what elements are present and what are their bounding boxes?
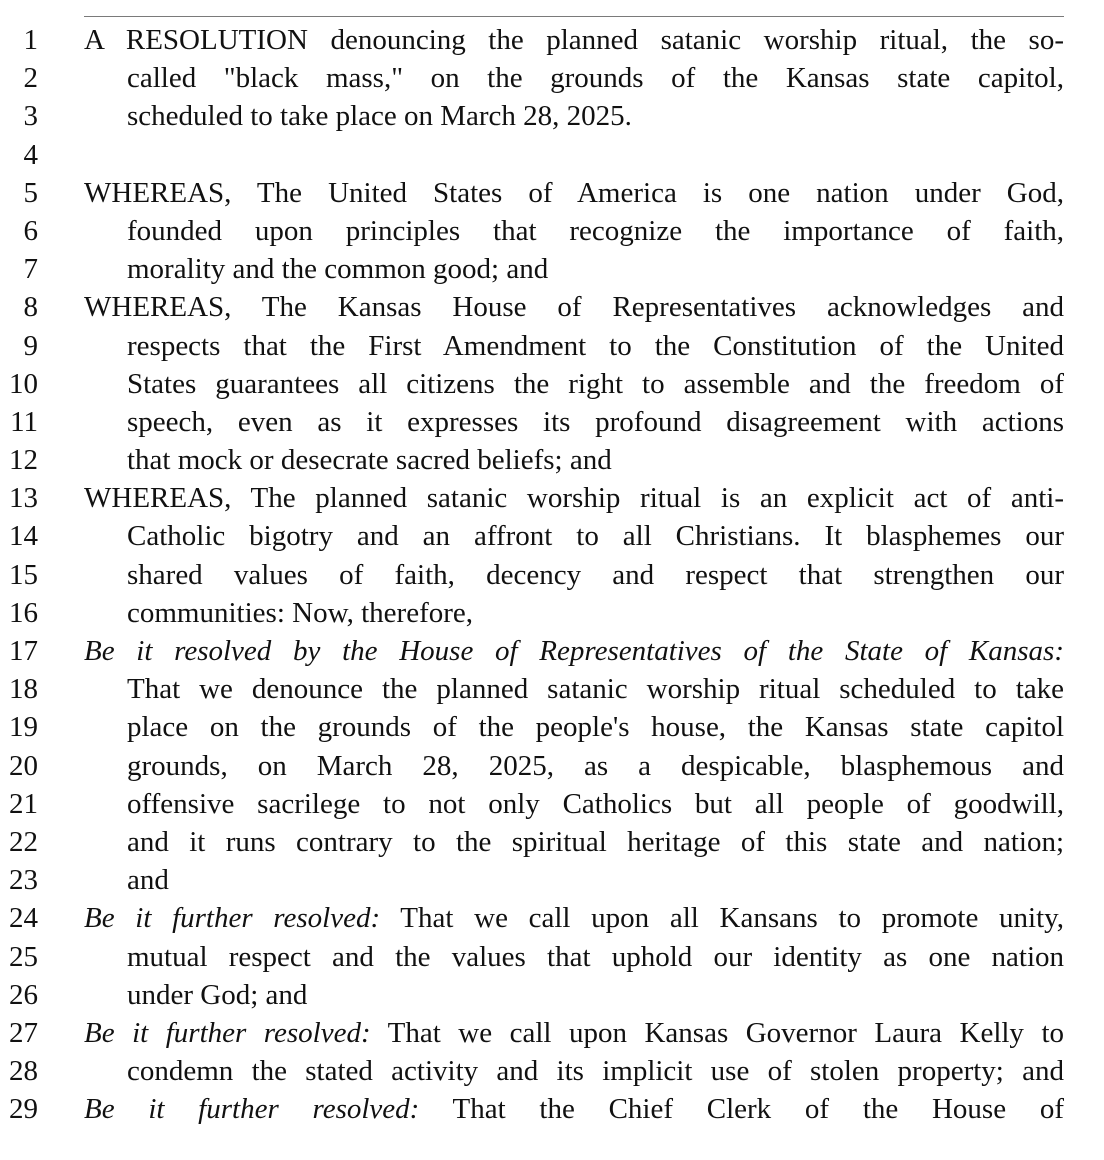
line-number: 7 <box>23 253 38 286</box>
document-line <box>0 556 1104 594</box>
line-number: 12 <box>9 444 38 477</box>
line-text <box>127 403 1064 441</box>
line-number: 18 <box>9 673 38 706</box>
line-body: That we denounce the planned satanic worship ritual scheduled to take <box>127 673 1064 706</box>
document-line <box>0 97 1104 135</box>
line-number: 1 <box>23 24 38 56</box>
line-text <box>84 21 1064 59</box>
italic-phrase: Be it further resolved: <box>84 1093 420 1126</box>
resolution-text-body <box>0 21 1104 1128</box>
document-line <box>0 1014 1104 1052</box>
line-body: WHEREAS, The United States of America is one nation under God, <box>84 176 1064 209</box>
line-number: 9 <box>23 329 38 362</box>
document-line <box>0 708 1104 746</box>
line-text <box>127 250 1064 288</box>
document-line <box>0 59 1104 97</box>
line-text <box>127 556 1064 594</box>
line-number: 29 <box>9 1093 38 1126</box>
line-body: That we call upon Kansas Governor Laura Kelly to <box>370 1016 1064 1049</box>
line-text <box>127 1052 1064 1090</box>
document-line <box>0 670 1104 708</box>
document-line <box>0 174 1104 212</box>
line-body: States guarantees all citizens the right to assemble and the freedom of <box>127 367 1064 400</box>
line-text <box>127 517 1064 555</box>
document-line <box>0 899 1104 937</box>
line-number: 24 <box>9 902 38 935</box>
line-number: 11 <box>10 405 38 438</box>
document-line <box>0 747 1104 785</box>
line-body: Catholic bigotry and an affront to all Christians. It blasphemes our <box>127 520 1064 553</box>
document-line <box>0 823 1104 861</box>
line-body: grounds, on March 28, 2025, as a despicable, blasphemous and <box>127 749 1064 782</box>
line-text <box>127 441 1064 479</box>
line-number: 23 <box>9 864 38 897</box>
line-text <box>127 212 1064 250</box>
line-text <box>84 174 1064 212</box>
line-text <box>127 670 1064 708</box>
line-body: respects that the First Amendment to the Constitution of the United <box>127 329 1064 362</box>
line-number: 5 <box>23 176 38 209</box>
document-line <box>0 938 1104 976</box>
line-text <box>84 1014 1064 1052</box>
line-text <box>127 938 1064 976</box>
line-number: 21 <box>9 787 38 820</box>
line-text <box>84 632 1064 670</box>
line-text <box>84 479 1064 517</box>
document-line <box>0 1090 1104 1128</box>
line-body: offensive sacrilege to not only Catholics but all people of goodwill, <box>127 787 1064 820</box>
line-body: WHEREAS, The planned satanic worship ritual is an explicit act of anti- <box>84 482 1064 515</box>
italic-phrase: Be it further resolved: <box>84 1016 371 1049</box>
line-body: That we call upon all Kansans to promote unity, <box>380 902 1064 935</box>
line-body: speech, even as it expresses its profound disagreement with actions <box>127 405 1064 438</box>
italic-phrase: Be it further resolved: <box>84 902 381 935</box>
document-line <box>0 479 1104 517</box>
line-body: shared values of faith, decency and respect that strengthen our <box>127 558 1064 591</box>
document-line <box>0 365 1104 403</box>
line-text <box>127 365 1064 403</box>
line-number: 8 <box>23 291 38 324</box>
line-text <box>127 785 1064 823</box>
line-body: morality and the common good; and <box>127 253 549 286</box>
document-line <box>0 136 1104 174</box>
line-number: 25 <box>9 940 38 973</box>
document-line <box>0 785 1104 823</box>
line-number: 22 <box>9 825 38 858</box>
line-body: That the Chief Clerk of the House of <box>419 1093 1064 1126</box>
document-line <box>0 976 1104 1014</box>
line-body: A RESOLUTION denouncing the planned satanic worship ritual, the so- <box>84 24 1064 56</box>
line-number: 13 <box>9 482 38 515</box>
line-body: condemn the stated activity and its implicit use of stolen property; and <box>127 1055 1064 1088</box>
document-line <box>0 250 1104 288</box>
line-text <box>127 97 1064 135</box>
line-text <box>84 1090 1064 1128</box>
line-body: under God; and <box>127 978 308 1011</box>
line-text <box>127 327 1064 365</box>
document-line <box>0 594 1104 632</box>
line-body: called "black mass," on the grounds of the Kansas state capitol, <box>127 62 1064 95</box>
line-body: WHEREAS, The Kansas House of Representatives acknowledges and <box>84 291 1064 324</box>
line-text <box>84 899 1064 937</box>
line-number: 14 <box>9 520 38 553</box>
document-line <box>0 212 1104 250</box>
line-number: 4 <box>23 138 38 171</box>
line-body: mutual respect and the values that uphold our identity as one nation <box>127 940 1064 973</box>
line-text <box>127 823 1064 861</box>
line-body: communities: Now, therefore, <box>127 596 474 629</box>
line-number: 27 <box>9 1016 38 1049</box>
line-body: and it runs contrary to the spiritual heritage of this state and nation; <box>127 825 1064 858</box>
line-number: 2 <box>23 62 38 95</box>
line-text <box>127 136 1064 174</box>
document-line <box>0 441 1104 479</box>
document-line <box>0 327 1104 365</box>
document-line <box>0 288 1104 326</box>
line-body: scheduled to take place on March 28, 2025. <box>127 100 632 133</box>
line-text <box>127 747 1064 785</box>
line-body: that mock or desecrate sacred beliefs; and <box>127 444 612 477</box>
line-number: 19 <box>9 711 38 744</box>
line-number: 26 <box>9 978 38 1011</box>
top-rule-divider <box>84 16 1064 17</box>
line-text <box>127 861 1064 899</box>
line-text <box>127 594 1064 632</box>
line-number: 28 <box>9 1055 38 1088</box>
line-body: and <box>127 864 169 897</box>
line-number: 6 <box>23 214 38 247</box>
italic-phrase: Be it resolved by the House of Representatives of the State of Kansas: <box>84 635 1064 667</box>
line-text <box>84 288 1064 326</box>
document-line <box>0 21 1104 59</box>
line-text <box>127 708 1064 746</box>
line-text <box>127 59 1064 97</box>
line-number: 3 <box>23 100 38 133</box>
document-line <box>0 1052 1104 1090</box>
line-body: founded upon principles that recognize the importance of faith, <box>127 214 1064 247</box>
line-number: 15 <box>9 558 38 591</box>
document-line <box>0 403 1104 441</box>
document-line <box>0 861 1104 899</box>
line-number: 16 <box>9 596 38 629</box>
line-text <box>127 976 1064 1014</box>
line-body: place on the grounds of the people's house, the Kansas state capitol <box>127 711 1064 744</box>
line-number: 10 <box>9 367 38 400</box>
line-number: 17 <box>9 635 38 667</box>
document-line <box>0 632 1104 670</box>
document-line <box>0 517 1104 555</box>
line-number: 20 <box>9 749 38 782</box>
